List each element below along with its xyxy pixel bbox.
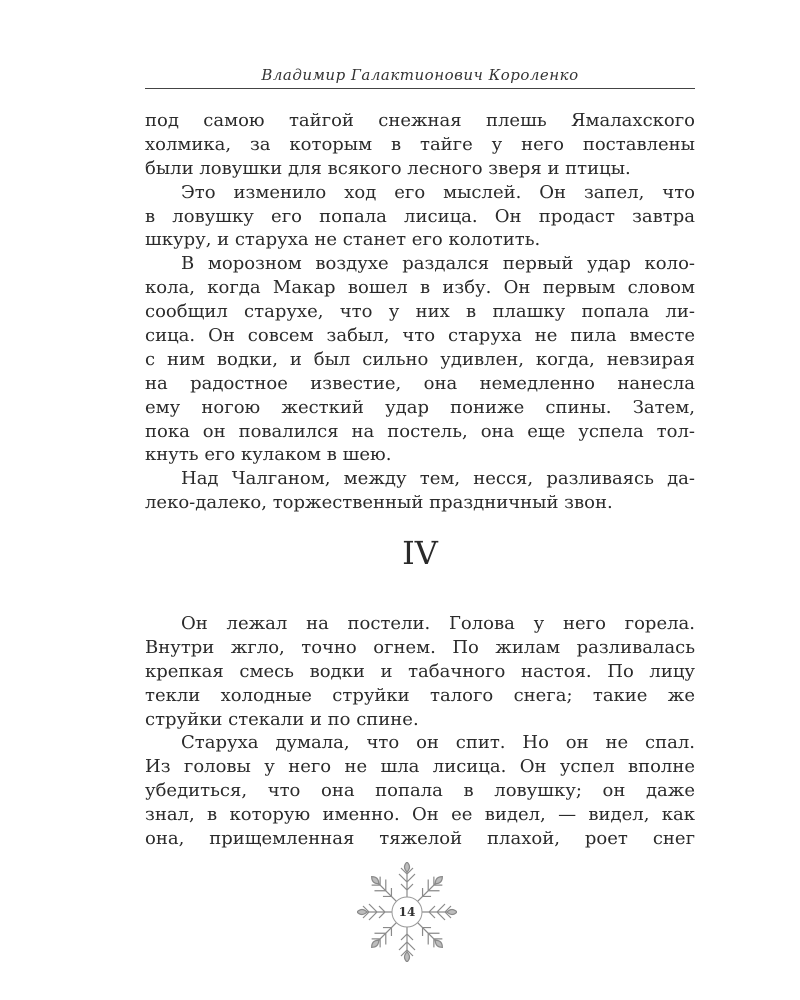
text-line: пока он повалился на постель, она еще успела тол-	[145, 420, 695, 442]
text-block-1	[145, 109, 695, 515]
text-line: струйки стекали и по спине.	[145, 708, 419, 730]
text-line: текли холодные струйки талого снега; такие же	[145, 684, 695, 706]
text-line: кнуть его кулаком в шею.	[145, 444, 392, 466]
text-line: В морозном воздухе раздался первый удар коло-	[181, 253, 695, 275]
text-line: знал, в которую именно. Он ее видел, — видел, как	[145, 804, 695, 826]
text-line: были ловушки для всякого лесного зверя и птицы.	[145, 157, 631, 179]
text-block-2	[145, 612, 695, 851]
text-line: Он лежал на постели. Голова у него горела.	[181, 613, 695, 634]
text-line: крепкая смесь водки и табачного настоя. По лицу	[145, 660, 695, 682]
text-line: сообщил старухе, что у них в плашку попала ли-	[145, 301, 695, 323]
text-line: под самою тайгой снежная плешь Ямалахского	[145, 110, 695, 131]
text-line: Это изменило ход его мыслей. Он запел, что	[181, 181, 695, 203]
header-rule	[145, 88, 695, 89]
text-line: шкуру, и старуха не станет его колотить.	[145, 229, 541, 251]
text-line: сица. Он совсем забыл, что старуха не пила вместе	[145, 325, 695, 347]
text-line: на радостное известие, она немедленно нанесла	[145, 372, 695, 394]
text-line: леко-далеко, торжественный праздничный звон.	[145, 492, 613, 514]
chapter-heading: IV	[402, 534, 438, 572]
text-line: она, прищемленная тяжелой плахой, роет снег	[145, 828, 695, 850]
running-head: Владимир Галактионович Короленко	[261, 66, 579, 84]
snowflake-ornament	[357, 862, 457, 962]
text-line: Старуха думала, что он спит. Но он не спал.	[181, 732, 695, 754]
text-line: Внутри жгло, точно огнем. По жилам разливалась	[145, 636, 695, 658]
text-line: ему ногою жесткий удар пониже спины. Затем,	[145, 396, 695, 418]
page-number: 14	[398, 905, 416, 919]
text-line: Над Чалганом, между тем, несся, разливаясь да-	[181, 468, 695, 490]
text-line: убедиться, что она попала в ловушку; он даже	[145, 780, 695, 802]
text-line: кола, когда Макар вошел в избу. Он первым словом	[145, 277, 695, 299]
text-line: в ловушку его попала лисица. Он продаст завтра	[145, 205, 695, 227]
text-line: Из головы у него не шла лисица. Он успел вполне	[145, 756, 695, 778]
text-line: холмика, за которым в тайге у него поставлены	[145, 133, 695, 155]
text-line: с ним водки, и был сильно удивлен, когда, невзирая	[145, 348, 695, 370]
